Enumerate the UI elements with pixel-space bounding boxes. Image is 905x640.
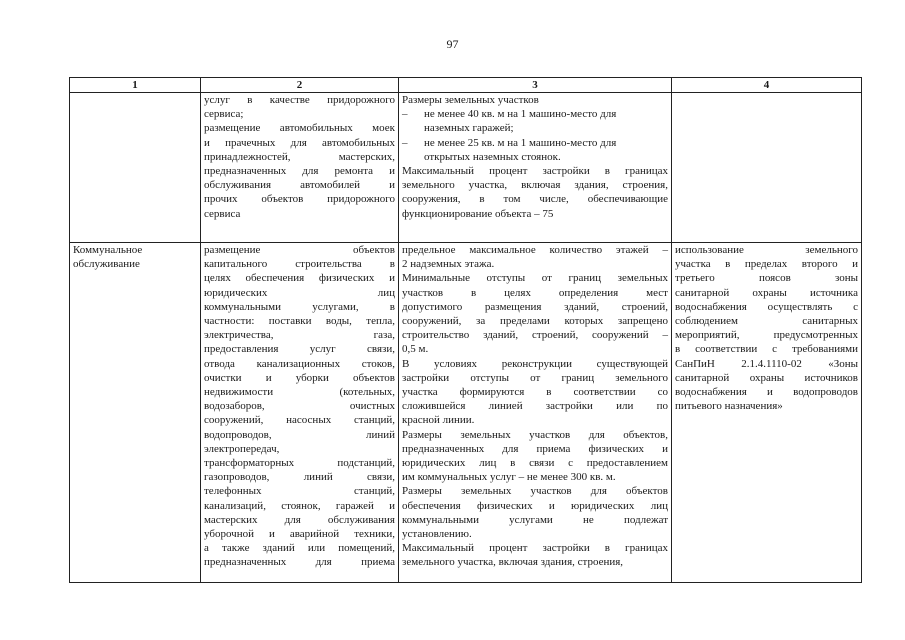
text-line: предоставления услуг связи, (204, 343, 395, 356)
column-header-2: 2 (201, 78, 399, 93)
text-line: юридических лиц (204, 286, 395, 299)
text-line: Максимальный процент застройки в границах (402, 165, 668, 178)
dash-marker: – (402, 136, 408, 149)
text-line: Минимальные отступы от границ земельных (402, 272, 668, 285)
text-line: водозаборов, очистных (204, 400, 395, 413)
row2-permitted-use-text (204, 243, 395, 570)
text-line: 0,5 м. (402, 343, 429, 356)
text-line: функционирование объекта – 75 (402, 207, 554, 220)
text-line: сервиса; (204, 108, 244, 121)
list-item-line: открытых наземных стоянок. (424, 150, 561, 163)
text-line: 2 надземных этажа. (402, 258, 495, 271)
text-line: услуг в качестве придорожного (204, 94, 395, 106)
text-line: водопроводов, линий (204, 428, 395, 441)
text-line: электричества, газа, (204, 329, 395, 342)
text-line: участка формируются в соответствии со (402, 386, 668, 399)
text-line: электропередач, (204, 442, 280, 455)
list-item-line: не менее 40 кв. м на 1 машино-место для (424, 108, 617, 121)
table-row-roadside-service (70, 93, 862, 243)
list-item-line: наземных гаражей; (424, 122, 514, 135)
text-line: земельного участка, включая здания, строения, (402, 179, 668, 192)
text-line: целях обеспечения физических и (204, 272, 395, 285)
column-header-4: 4 (672, 78, 862, 93)
text-line: телефонных станций, (204, 485, 395, 498)
text-line: Размеры земельных участков для объектов (402, 485, 668, 498)
text-line: капитального строительства в (204, 258, 395, 271)
row2-restrictions-text (675, 243, 858, 413)
text-line: и прачечных для автомобильных (204, 136, 395, 149)
text-line: коммунальными услугами, в (204, 300, 395, 313)
text-line: прочих объектов придорожного (204, 193, 395, 206)
text-line: мероприятий, предусмотренных (675, 329, 858, 342)
text-line: коммунальными услугами не подлежат (402, 513, 668, 526)
dash-marker: – (402, 108, 408, 121)
text-line: сервиса (204, 207, 241, 220)
text-line: обслуживания автомобилей и (204, 179, 395, 192)
text-line: предназначенных для приема (204, 556, 395, 569)
text-line: канализаций, стоянок, гаражей и (204, 499, 395, 512)
text-line: водоснабжения осуществлять с (675, 300, 858, 313)
text-line: санитарной охраны источника (675, 286, 858, 299)
text-line: водоснабжения и водопроводов (675, 386, 858, 399)
row2-use-type-name (73, 243, 197, 271)
text-line: строительство зданий, строений, сооружений – (402, 329, 668, 342)
text-line: обеспечения физических и юридических лиц (402, 499, 668, 512)
row2-col2-cell (201, 243, 399, 583)
row2-col3-cell (399, 243, 672, 583)
text-line: участков в целях определения мест (402, 286, 668, 299)
text-line: недвижимости (котельных, (204, 386, 395, 399)
text-line: а также зданий или помещений, (204, 542, 395, 555)
text-line: мастерских для обслуживания (204, 513, 395, 526)
row1-permitted-use-text (204, 93, 395, 221)
header-row (70, 78, 862, 93)
text-line: частности: поставки воды, тепла, (204, 315, 395, 328)
text-line: отвода канализационных стоков, (204, 357, 395, 370)
row1-plot-size-list (402, 107, 668, 164)
page-number: 97 (446, 37, 459, 51)
text-line: санитарной охраны источников (675, 371, 858, 384)
text-line: сооружения, в том числе, обеспечивающие (402, 193, 668, 206)
text-line: питьевого назначения» (675, 400, 783, 413)
text-line: уборочной и аварийной техники, (204, 528, 395, 541)
row1-building-percentage-text (402, 164, 668, 221)
column-header-3: 3 (399, 78, 672, 93)
text-line: СанПиН 2.1.4.1110-02 «Зоны (675, 357, 858, 370)
column-header-1: 1 (70, 78, 201, 93)
text-line: принадлежностей, мастерских, (204, 150, 395, 163)
row1-col4-cell (672, 93, 862, 243)
text-line: соблюдением санитарных (675, 315, 858, 328)
text-line: размещение автомобильных моек (204, 122, 395, 135)
list-item (402, 136, 668, 164)
list-item-line: не менее 25 кв. м на 1 машино-место для (424, 136, 617, 149)
text-line: предельное максимальное количество этажей – (402, 244, 668, 256)
row1-plot-size-heading: Размеры земельных участков (402, 94, 539, 106)
text-line: в соответствии с требованиями (675, 343, 858, 356)
text-line: им коммунальных услуг – не менее 300 кв. м. (402, 471, 616, 484)
text-line: использование земельного (675, 244, 858, 256)
text-line: Максимальный процент застройки в границах (402, 542, 668, 555)
text-line: сложившейся линией застройки или по (402, 400, 668, 413)
text-line: застройки отступы от границ земельного (402, 371, 668, 384)
row1-col2-cell (201, 93, 399, 243)
text-line: очистки и уборки объектов (204, 371, 395, 384)
row2-col1-cell (70, 243, 201, 583)
row2-col4-cell (672, 243, 862, 583)
row2-parameters-text (402, 243, 668, 570)
text-line: участка в пределах второго и (675, 258, 858, 271)
zoning-regulations-table (69, 77, 862, 583)
text-line: красной линии. (402, 414, 475, 427)
text-line: предназначенных для ремонта и (204, 165, 395, 178)
row1-col1-cell (70, 93, 201, 243)
text-line: земельного участка, включая здания, строения, (402, 556, 624, 569)
text-line: предназначенных для приема физических и (402, 442, 668, 455)
text-line: третьего поясов зоны (675, 272, 858, 285)
list-item (402, 107, 668, 135)
text-line: сооружений, насосных станций, (204, 414, 395, 427)
text-line: В условиях реконструкции существующей (402, 357, 668, 370)
text-line: Коммунальное (73, 244, 143, 256)
text-line: сооружений, за пределами которых запрещено (402, 315, 668, 328)
text-line: газопроводов, линий связи, (204, 471, 395, 484)
text-line: установлению. (402, 528, 472, 541)
row1-col3-cell (399, 93, 672, 243)
table-row-communal-service (70, 243, 862, 583)
text-line: размещение объектов (204, 244, 395, 256)
text-line: обслуживание (73, 258, 140, 271)
text-line: трансформаторных подстанций, (204, 457, 395, 470)
text-line: допустимого размещения зданий, строений, (402, 300, 668, 313)
text-line: юридических лиц в связи с предоставлением (402, 457, 668, 470)
text-line: Размеры земельных участков для объектов, (402, 428, 668, 441)
